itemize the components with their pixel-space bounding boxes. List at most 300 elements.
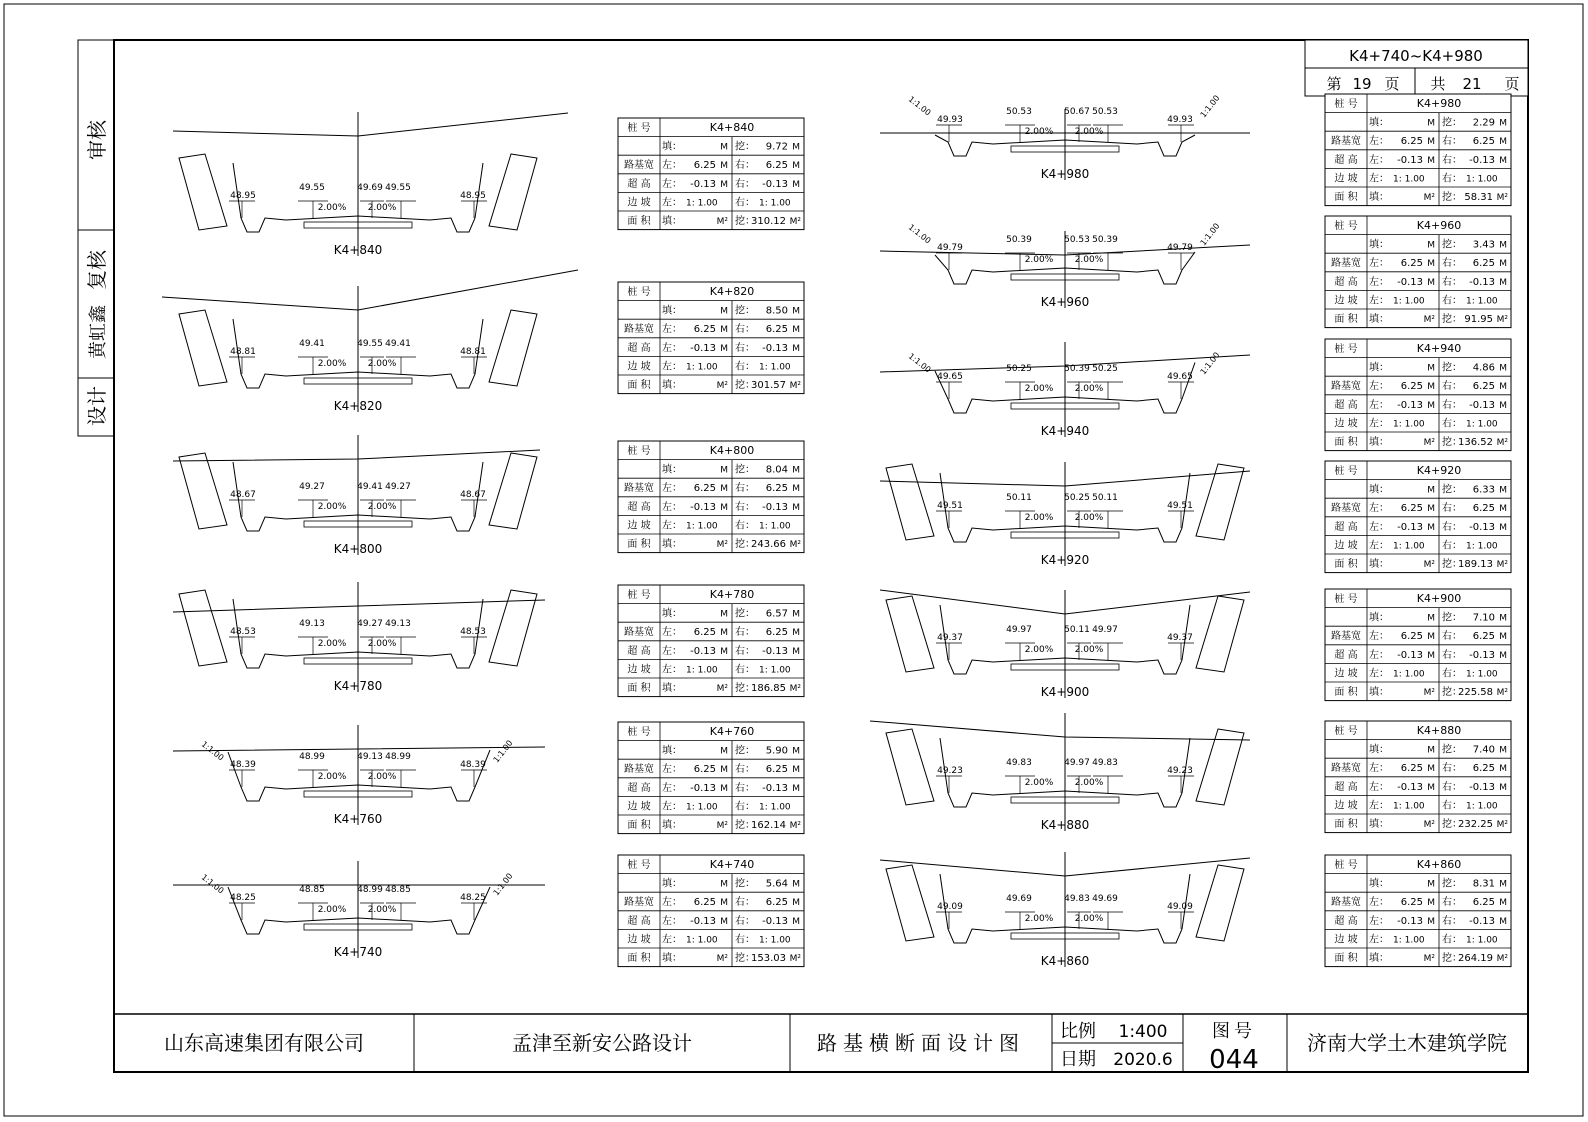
- cross-section-K4+840: [173, 112, 804, 257]
- width-label: 路基宽: [1331, 897, 1361, 909]
- cut-depth-value: 8.50: [765, 305, 788, 317]
- left-slope-ratio: 1:1.00: [199, 872, 226, 896]
- station-data-table: [1325, 216, 1511, 328]
- slope-left-label: 左：: [662, 664, 682, 676]
- ground-line: [173, 747, 545, 751]
- cut-label: 挖：: [1442, 362, 1462, 374]
- table-station-label: 桩 号: [1334, 860, 1358, 871]
- superelev-right-value: -0.13: [762, 178, 788, 190]
- slope-left-value: 1: 1.00: [686, 935, 718, 946]
- side-slope-label: 边 坡: [627, 664, 651, 676]
- area-cut-label: 挖：: [1442, 192, 1462, 203]
- superelev-right-unit: M: [1499, 522, 1507, 533]
- left-retaining-wall: [886, 865, 934, 941]
- area-fill-unit: M²: [1423, 438, 1435, 448]
- elev-left-inner: 48.85: [299, 885, 325, 895]
- section-station-label: K4+980: [1040, 167, 1090, 181]
- width-right-unit: M: [1499, 764, 1507, 775]
- area-label: 面 积: [627, 216, 651, 227]
- width-label: 路基宽: [624, 764, 654, 776]
- elev-left-outer: 48.39: [230, 760, 256, 770]
- elev-right-inner: 49.97: [1092, 625, 1118, 635]
- width-left-label: 左：: [1369, 897, 1389, 909]
- width-left-value: 6.25: [693, 764, 716, 776]
- superelev-left-label: 左：: [1369, 399, 1389, 411]
- fill-label: 填：: [1369, 362, 1389, 374]
- slope-right-label: 右：: [1442, 668, 1462, 680]
- station-data-table: [618, 855, 804, 967]
- station-data-table: [618, 441, 804, 553]
- area-fill-label: 填：: [662, 953, 682, 964]
- area-label: 面 积: [1334, 314, 1358, 325]
- width-right-unit: M: [1499, 632, 1507, 643]
- area-cut-unit: M²: [789, 381, 801, 391]
- side-slope-label: 边 坡: [1334, 295, 1358, 307]
- area-fill-unit: M²: [716, 540, 728, 550]
- slope-left-label: 左：: [1369, 540, 1389, 552]
- superelev-left-value: -0.13: [1397, 521, 1423, 533]
- width-right-unit: M: [792, 898, 800, 909]
- designer-org: 济南大学土木建筑学院: [1307, 1031, 1507, 1055]
- station-data-table: [1325, 721, 1511, 833]
- width-right-value: 6.25: [765, 483, 788, 495]
- fill-unit: M: [720, 609, 728, 620]
- superelev-left-label: 左：: [1369, 154, 1389, 166]
- superelev-right-value: -0.13: [1469, 649, 1495, 661]
- superelev-right-label: 右：: [1442, 915, 1462, 927]
- superelev-right-value: -0.13: [1469, 521, 1495, 533]
- area-cut-unit: M²: [1496, 315, 1508, 325]
- superelev-right-value: -0.13: [762, 915, 788, 927]
- width-right-value: 6.25: [765, 160, 788, 172]
- slope-left-value: 1: 1.00: [1393, 541, 1425, 552]
- width-right-value: 6.25: [1472, 258, 1495, 270]
- superelev-left-label: 左：: [662, 915, 682, 927]
- table-station-label: 桩 号: [1334, 99, 1358, 110]
- area-fill-label: 填：: [1369, 314, 1389, 325]
- side-slope-label: 边 坡: [627, 934, 651, 946]
- elev-right-inner: 48.99: [385, 752, 411, 762]
- width-label: 路基宽: [624, 160, 654, 172]
- width-left-unit: M: [1427, 504, 1435, 515]
- superelevation-label: 超 高: [627, 178, 651, 190]
- elev-right-inner: 50.25: [1092, 364, 1118, 374]
- superelev-left-label: 左：: [1369, 649, 1389, 661]
- elev-left-inner: 49.97: [1006, 625, 1032, 635]
- station-data-table: [1325, 94, 1511, 206]
- superelev-left-unit: M: [720, 646, 728, 657]
- left-retaining-wall: [179, 310, 227, 386]
- section-station-label: K4+940: [1040, 424, 1090, 438]
- right-retaining-wall: [489, 154, 537, 230]
- width-right-label: 右：: [1442, 897, 1462, 909]
- width-right-value: 6.25: [1472, 631, 1495, 643]
- slope-right-label: 右：: [1442, 173, 1462, 185]
- width-right-value: 6.25: [1472, 897, 1495, 909]
- cut-unit: M: [792, 142, 800, 153]
- fill-unit: M: [1427, 485, 1435, 496]
- width-left-unit: M: [1427, 137, 1435, 148]
- area-cut-unit: M²: [1496, 193, 1508, 203]
- cut-depth-value: 9.72: [765, 141, 788, 153]
- date-value: 2020.6: [1113, 1050, 1173, 1070]
- cross-slope-right: 2.00%: [1074, 127, 1104, 137]
- area-cut-value: 264.19: [1458, 953, 1493, 964]
- width-left-value: 6.25: [693, 897, 716, 909]
- elev-left-inner: 50.39: [1006, 235, 1032, 245]
- section-station-label: K4+740: [333, 945, 383, 959]
- slope-right-value: 1: 1.00: [1466, 935, 1498, 946]
- slope-right-value: 1: 1.00: [759, 521, 791, 532]
- area-label: 面 积: [1334, 687, 1358, 698]
- elev-left-outer: 49.65: [937, 372, 963, 382]
- elev-center: 49.69: [357, 183, 383, 193]
- width-left-unit: M: [1427, 898, 1435, 909]
- superelev-left-label: 左：: [1369, 521, 1389, 533]
- cut-depth-value: 4.86: [1472, 362, 1495, 374]
- cut-label: 挖：: [1442, 878, 1462, 890]
- right-retaining-wall: [1196, 729, 1244, 805]
- left-retaining-wall: [886, 729, 934, 805]
- cut-unit: M: [1499, 745, 1507, 756]
- area-cut-value: 136.52: [1458, 437, 1493, 448]
- table-station-value: K4+820: [709, 285, 755, 298]
- table-station-value: K4+920: [1416, 464, 1462, 477]
- right-slope-ratio: 1:1.00: [1198, 350, 1222, 377]
- table-station-label: 桩 号: [1334, 594, 1358, 605]
- right-retaining-wall: [489, 453, 537, 529]
- width-right-label: 右：: [735, 897, 755, 909]
- elev-right-outer: 48.39: [460, 760, 486, 770]
- superelev-left-label: 左：: [662, 342, 682, 354]
- scale-value: 1:400: [1118, 1022, 1168, 1042]
- superelev-left-label: 左：: [662, 178, 682, 190]
- slope-left-value: 1: 1.00: [686, 362, 718, 373]
- elev-left-inner: 49.27: [299, 482, 325, 492]
- slope-right-label: 右：: [1442, 540, 1462, 552]
- superelev-right-value: -0.13: [1469, 399, 1495, 411]
- width-left-unit: M: [1427, 259, 1435, 270]
- elev-left-outer: 48.95: [230, 191, 256, 201]
- cut-label: 挖：: [1442, 744, 1462, 756]
- width-right-value: 6.25: [1472, 503, 1495, 515]
- superelev-left-label: 左：: [1369, 276, 1389, 288]
- area-label: 面 积: [627, 539, 651, 550]
- station-data-table: [1325, 461, 1511, 573]
- cross-section-K4+760: [173, 722, 804, 834]
- width-right-label: 右：: [735, 160, 755, 172]
- total-prefix: 共: [1430, 75, 1446, 93]
- cut-depth-value: 5.90: [765, 745, 788, 757]
- superelev-right-label: 右：: [1442, 276, 1462, 288]
- width-left-unit: M: [720, 484, 728, 495]
- cut-depth-value: 8.31: [1472, 878, 1495, 890]
- section-station-label: K4+960: [1040, 295, 1090, 309]
- station-data-table: [618, 585, 804, 697]
- slope-right-value: 1: 1.00: [759, 935, 791, 946]
- sections-layer: [162, 94, 1511, 968]
- cut-label: 挖：: [1442, 612, 1462, 624]
- fill-label: 填：: [1369, 612, 1389, 624]
- superelev-left-value: -0.13: [1397, 649, 1423, 661]
- section-station-label: K4+920: [1040, 553, 1090, 567]
- width-right-value: 6.25: [1472, 381, 1495, 393]
- cross-section-K4+740: [173, 855, 804, 967]
- elev-right-outer: 49.65: [1167, 372, 1193, 382]
- area-cut-label: 挖：: [735, 953, 755, 964]
- elev-right-inner: 50.53: [1092, 107, 1118, 117]
- page-suffix: 页: [1384, 75, 1400, 93]
- section-station-label: K4+860: [1040, 954, 1090, 968]
- total-number: 21: [1462, 75, 1482, 93]
- width-left-value: 6.25: [1400, 897, 1423, 909]
- drawing-no: 044: [1209, 1045, 1259, 1075]
- area-fill-label: 填：: [1369, 953, 1389, 964]
- superelev-right-unit: M: [792, 646, 800, 657]
- width-left-value: 6.25: [693, 483, 716, 495]
- slope-left-value: 1: 1.00: [1393, 801, 1425, 812]
- fill-label: 填：: [1369, 744, 1389, 756]
- superelev-left-label: 左：: [662, 645, 682, 657]
- slope-left-label: 左：: [1369, 295, 1389, 307]
- width-right-label: 右：: [1442, 763, 1462, 775]
- slope-right-label: 右：: [735, 934, 755, 946]
- width-right-label: 右：: [1442, 258, 1462, 270]
- width-left-label: 左：: [662, 627, 682, 639]
- superelev-right-label: 右：: [735, 342, 755, 354]
- area-fill-unit: M²: [716, 684, 728, 694]
- width-left-label: 左：: [1369, 503, 1389, 515]
- width-left-label: 左：: [1369, 258, 1389, 270]
- superelev-right-unit: M: [792, 783, 800, 794]
- superelev-left-value: -0.13: [1397, 915, 1423, 927]
- area-fill-label: 填：: [1369, 437, 1389, 448]
- cross-slope-left: 2.00%: [317, 203, 347, 213]
- width-right-label: 右：: [1442, 631, 1462, 643]
- area-cut-label: 挖：: [1442, 953, 1462, 964]
- cross-section-K4+980: [880, 94, 1511, 206]
- area-fill-label: 填：: [662, 380, 682, 391]
- cross-slope-right: 2.00%: [367, 772, 397, 782]
- superelev-left-value: -0.13: [690, 342, 716, 354]
- elev-right-inner: 49.41: [385, 339, 411, 349]
- superelev-right-label: 右：: [735, 915, 755, 927]
- table-station-value: K4+860: [1416, 858, 1462, 871]
- area-cut-value: 189.13: [1458, 559, 1493, 570]
- station-data-table: [618, 722, 804, 834]
- elev-right-inner: 49.55: [385, 183, 411, 193]
- elev-right-outer: 48.25: [460, 893, 486, 903]
- table-station-value: K4+800: [709, 444, 755, 457]
- cut-unit: M: [1499, 240, 1507, 251]
- elev-center: 49.27: [357, 619, 383, 629]
- cut-depth-value: 5.64: [765, 878, 788, 890]
- area-cut-label: 挖：: [735, 820, 755, 831]
- cross-slope-right: 2.00%: [367, 203, 397, 213]
- sheet-header: [1305, 40, 1528, 96]
- elev-right-outer: 49.79: [1167, 243, 1193, 253]
- ground-line: [870, 721, 1250, 740]
- area-fill-unit: M²: [716, 821, 728, 831]
- superelev-left-value: -0.13: [690, 782, 716, 794]
- area-label: 面 积: [1334, 953, 1358, 964]
- elev-center: 48.99: [357, 885, 383, 895]
- cut-unit: M: [1499, 613, 1507, 624]
- width-right-label: 右：: [1442, 503, 1462, 515]
- width-left-label: 左：: [1369, 136, 1389, 148]
- area-fill-unit: M²: [1423, 560, 1435, 570]
- width-right-unit: M: [792, 161, 800, 172]
- cut-label: 挖：: [1442, 239, 1462, 251]
- fill-unit: M: [1427, 240, 1435, 251]
- width-right-unit: M: [792, 325, 800, 336]
- slope-right-value: 1: 1.00: [1466, 541, 1498, 552]
- page-prefix: 第: [1326, 75, 1342, 93]
- cross-slope-left: 2.00%: [1024, 778, 1054, 788]
- elev-left-outer: 49.23: [937, 766, 963, 776]
- width-right-value: 6.25: [765, 324, 788, 336]
- slope-left-label: 左：: [1369, 173, 1389, 185]
- elev-left-inner: 49.13: [299, 619, 325, 629]
- width-left-unit: M: [720, 898, 728, 909]
- area-fill-unit: M²: [716, 381, 728, 391]
- width-label: 路基宽: [1331, 763, 1361, 775]
- right-slope-ratio: 1:1.00: [491, 871, 515, 898]
- table-station-value: K4+740: [709, 858, 755, 871]
- cross-slope-left: 2.00%: [1024, 513, 1054, 523]
- area-cut-label: 挖：: [1442, 314, 1462, 325]
- table-station-value: K4+940: [1416, 342, 1462, 355]
- total-suffix: 页: [1504, 75, 1520, 93]
- slope-left-label: 左：: [662, 197, 682, 209]
- area-fill-label: 填：: [662, 216, 682, 227]
- superelev-right-label: 右：: [735, 645, 755, 657]
- superelev-right-value: -0.13: [1469, 276, 1495, 288]
- width-left-value: 6.25: [693, 627, 716, 639]
- area-label: 面 积: [1334, 192, 1358, 203]
- slope-right-label: 右：: [1442, 934, 1462, 946]
- slope-right-value: 1: 1.00: [1466, 174, 1498, 185]
- slope-right-label: 右：: [1442, 418, 1462, 430]
- cross-slope-right: 2.00%: [367, 359, 397, 369]
- superelev-right-unit: M: [1499, 782, 1507, 793]
- superelev-right-unit: M: [1499, 916, 1507, 927]
- cross-slope-right: 2.00%: [1074, 914, 1104, 924]
- area-cut-value: 91.95: [1464, 314, 1493, 325]
- area-cut-label: 挖：: [1442, 687, 1462, 698]
- elev-left-outer: 48.25: [230, 893, 256, 903]
- cut-depth-value: 7.40: [1472, 744, 1495, 756]
- superelev-left-unit: M: [1427, 650, 1435, 661]
- superelev-left-unit: M: [720, 343, 728, 354]
- width-left-label: 左：: [662, 483, 682, 495]
- superelevation-label: 超 高: [1334, 915, 1358, 927]
- cross-slope-right: 2.00%: [367, 639, 397, 649]
- side-slope-label: 边 坡: [1334, 173, 1358, 185]
- elev-right-inner: 49.69: [1092, 894, 1118, 904]
- superelevation-label: 超 高: [627, 342, 651, 354]
- table-station-value: K4+780: [709, 588, 755, 601]
- area-fill-label: 填：: [662, 820, 682, 831]
- cross-slope-left: 2.00%: [1024, 914, 1054, 924]
- slope-left-value: 1: 1.00: [1393, 419, 1425, 430]
- superelev-right-label: 右：: [1442, 781, 1462, 793]
- fill-label: 填：: [662, 745, 682, 757]
- cross-slope-left: 2.00%: [317, 639, 347, 649]
- cut-depth-value: 8.04: [765, 464, 788, 476]
- slope-left-label: 左：: [1369, 668, 1389, 680]
- fill-unit: M: [720, 879, 728, 890]
- slope-right-value: 1: 1.00: [759, 362, 791, 373]
- width-right-label: 右：: [735, 324, 755, 336]
- right-retaining-wall: [1196, 464, 1244, 540]
- table-station-value: K4+760: [709, 725, 755, 738]
- slope-left-value: 1: 1.00: [1393, 174, 1425, 185]
- client-name: 山东高速集团有限公司: [164, 1031, 364, 1055]
- superelev-left-unit: M: [720, 502, 728, 513]
- cross-section-K4+900: [880, 589, 1511, 701]
- slope-left-label: 左：: [1369, 800, 1389, 812]
- width-left-value: 6.25: [1400, 381, 1423, 393]
- width-left-label: 左：: [1369, 631, 1389, 643]
- superelevation-label: 超 高: [1334, 276, 1358, 288]
- area-fill-label: 填：: [1369, 687, 1389, 698]
- cut-label: 挖：: [1442, 117, 1462, 129]
- superelev-left-unit: M: [720, 916, 728, 927]
- width-right-value: 6.25: [1472, 763, 1495, 775]
- fill-unit: M: [1427, 118, 1435, 129]
- slope-left-label: 左：: [662, 520, 682, 532]
- superelev-right-unit: M: [1499, 400, 1507, 411]
- area-cut-label: 挖：: [735, 683, 755, 694]
- width-label: 路基宽: [1331, 631, 1361, 643]
- elev-center: 50.39: [1064, 364, 1090, 374]
- area-fill-label: 填：: [1369, 819, 1389, 830]
- area-cut-unit: M²: [789, 954, 801, 964]
- elev-right-inner: 50.11: [1092, 493, 1118, 503]
- width-left-label: 左：: [662, 324, 682, 336]
- width-left-value: 6.25: [1400, 503, 1423, 515]
- superelev-left-unit: M: [1427, 522, 1435, 533]
- cross-slope-left: 2.00%: [317, 772, 347, 782]
- superelev-right-unit: M: [792, 916, 800, 927]
- table-station-label: 桩 号: [627, 446, 651, 457]
- cross-section-K4+940: [880, 339, 1511, 451]
- superelev-left-unit: M: [1427, 155, 1435, 166]
- side-slope-label: 边 坡: [627, 361, 651, 373]
- cut-unit: M: [792, 465, 800, 476]
- cross-slope-left: 2.00%: [1024, 127, 1054, 137]
- elev-left-inner: 48.99: [299, 752, 325, 762]
- superelev-right-unit: M: [1499, 650, 1507, 661]
- elev-left-inner: 50.25: [1006, 364, 1032, 374]
- slope-right-label: 右：: [735, 801, 755, 813]
- side-slope-label: 边 坡: [1334, 418, 1358, 430]
- slope-left-label: 左：: [662, 934, 682, 946]
- elev-right-outer: 48.81: [460, 347, 486, 357]
- area-cut-unit: M²: [1496, 560, 1508, 570]
- width-right-unit: M: [792, 484, 800, 495]
- area-fill-unit: M²: [716, 954, 728, 964]
- area-cut-value: 301.57: [751, 380, 786, 391]
- area-cut-label: 挖：: [1442, 559, 1462, 570]
- slope-right-value: 1: 1.00: [1466, 296, 1498, 307]
- fill-label: 填：: [1369, 878, 1389, 890]
- superelev-right-label: 右：: [735, 178, 755, 190]
- fill-label: 填：: [662, 878, 682, 890]
- superelev-left-value: -0.13: [1397, 781, 1423, 793]
- cross-slope-left: 2.00%: [317, 359, 347, 369]
